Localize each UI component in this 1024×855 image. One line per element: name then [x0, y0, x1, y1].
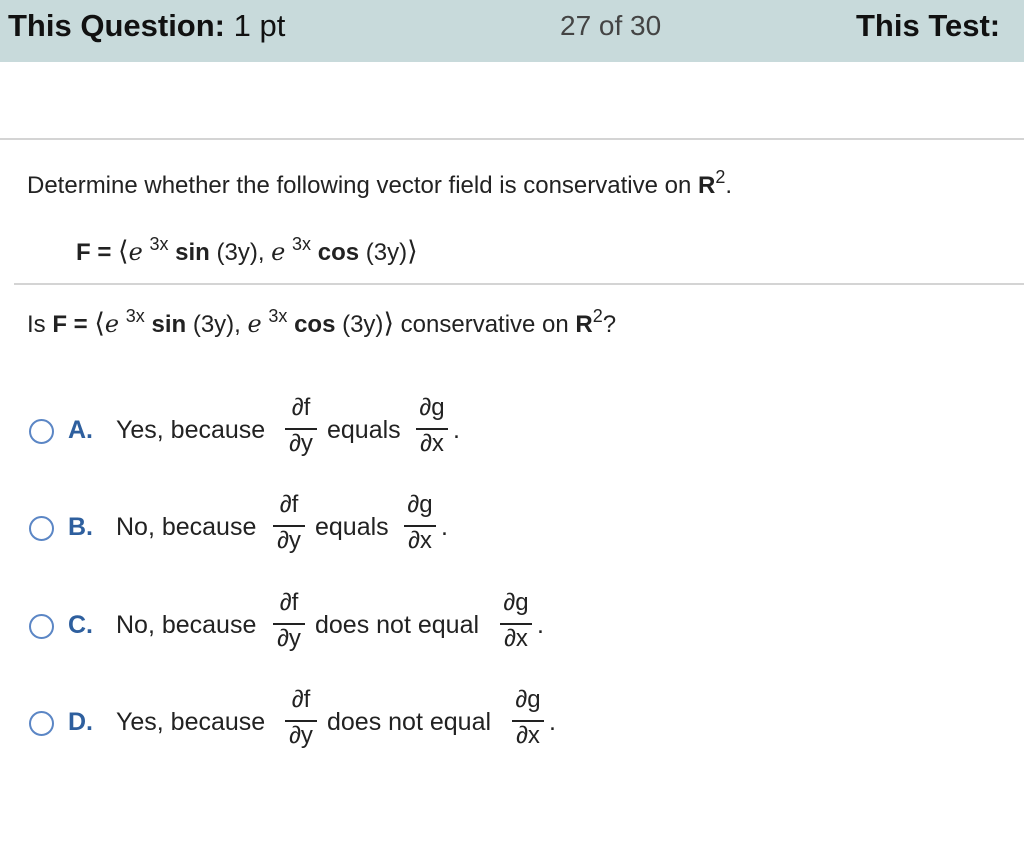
- fraction-denominator: ∂y: [289, 430, 313, 457]
- choice-a-letter: A.: [68, 416, 93, 444]
- fraction-numerator: ∂f: [279, 491, 299, 518]
- fraction-numerator: ∂g: [515, 686, 541, 713]
- fraction-numerator: ∂g: [503, 589, 529, 616]
- choice-b-relation: equals: [315, 513, 389, 541]
- choice-c[interactable]: [26, 587, 726, 667]
- choice-d-fraction-df-dy: [283, 686, 319, 756]
- field-exponent-2: 3x: [292, 234, 312, 254]
- question-function-1: sin: [151, 311, 187, 338]
- field-lhs: F =: [76, 239, 112, 266]
- question-space-exponent: 2: [592, 306, 603, 326]
- choice-c-letter: C.: [68, 611, 93, 639]
- choice-b-fraction-df-dy: [271, 491, 307, 561]
- prompt-text: Determine whether the following vector field is conservative on: [27, 172, 692, 199]
- fraction-numerator: ∂g: [407, 491, 433, 518]
- fraction-denominator: ∂y: [277, 527, 301, 554]
- fraction-denominator: ∂x: [408, 527, 432, 554]
- choice-c-period: .: [537, 611, 544, 639]
- choice-d-radio[interactable]: [29, 711, 54, 736]
- choice-b[interactable]: [26, 489, 726, 569]
- question-argument-1: (3y),: [192, 311, 241, 338]
- choice-d-fraction-dg-dx: [510, 686, 546, 756]
- divider-top: [0, 138, 1024, 140]
- space-exponent: 2: [715, 167, 726, 187]
- question-exp-base-1: e: [104, 310, 120, 338]
- choice-b-period: .: [441, 513, 448, 541]
- choice-b-radio[interactable]: [29, 516, 54, 541]
- fraction-numerator: ∂f: [291, 394, 311, 421]
- question-function-2: cos: [294, 311, 336, 338]
- question-tail: conservative on: [400, 311, 569, 338]
- choice-c-radio[interactable]: [29, 614, 54, 639]
- question-exp-base-2: e: [247, 310, 262, 338]
- choice-a-relation: equals: [327, 416, 401, 444]
- choice-c-reason: No, because: [116, 611, 257, 639]
- choice-b-reason: No, because: [116, 513, 257, 541]
- fraction-denominator: ∂x: [504, 625, 528, 652]
- field-exp-base-1: e: [128, 238, 143, 266]
- question-field-lhs: F =: [52, 311, 88, 338]
- question-close-bracket: ⟩: [383, 308, 394, 339]
- field-argument-2: (3y): [365, 239, 408, 266]
- choice-d[interactable]: [26, 684, 726, 764]
- field-exp-base-2: e: [271, 238, 286, 266]
- choice-a-radio[interactable]: [29, 419, 54, 444]
- choice-a-fraction-dg-dx: [414, 394, 450, 464]
- question-exponent-2: 3x: [268, 306, 288, 326]
- choice-d-reason: Yes, because: [116, 708, 266, 736]
- field-function-1: sin: [175, 239, 210, 266]
- choice-b-letter: B.: [68, 513, 93, 541]
- field-function-2: cos: [317, 239, 360, 266]
- choice-c-relation: does not equal: [315, 611, 480, 639]
- choice-b-fraction-dg-dx: [402, 491, 438, 561]
- fraction-denominator: ∂x: [516, 722, 540, 749]
- question-progress: 27 of 30: [560, 10, 662, 41]
- fraction-numerator: ∂g: [419, 394, 445, 421]
- question-argument-2: (3y): [342, 311, 384, 338]
- fraction-numerator: ∂f: [279, 589, 299, 616]
- choice-a[interactable]: [26, 392, 726, 472]
- field-exponent-1: 3x: [149, 234, 169, 254]
- field-close-bracket: ⟩: [407, 236, 418, 267]
- field-open-bracket: ⟨: [118, 236, 129, 267]
- question-space-symbol: R: [575, 311, 593, 338]
- question-exponent-1: 3x: [125, 306, 145, 326]
- fraction-denominator: ∂y: [289, 722, 313, 749]
- question-text: [27, 308, 616, 339]
- fraction-numerator: ∂f: [291, 686, 311, 713]
- choice-d-relation: does not equal: [327, 708, 492, 736]
- vector-field-definition: [76, 236, 418, 267]
- question-label: This Question:: [8, 8, 225, 43]
- choice-a-period: .: [453, 416, 460, 444]
- problem-prompt: [27, 167, 733, 200]
- choice-d-letter: D.: [68, 708, 93, 736]
- choice-c-fraction-df-dy: [271, 589, 307, 659]
- prompt-period: .: [725, 172, 733, 199]
- choice-d-period: .: [549, 708, 556, 736]
- question-header-bar: [0, 0, 1024, 62]
- space-symbol: R: [698, 172, 716, 199]
- choice-c-fraction-dg-dx: [498, 589, 534, 659]
- choice-a-fraction-df-dy: [283, 394, 319, 464]
- question-open-bracket: ⟨: [94, 308, 105, 339]
- question-end-mark: ?: [602, 311, 617, 338]
- question-lead: Is: [27, 311, 46, 338]
- fraction-denominator: ∂x: [420, 430, 444, 457]
- divider-middle: [14, 283, 1024, 285]
- question-points: [8, 8, 285, 44]
- test-label: This Test:: [856, 8, 1001, 43]
- choice-a-reason: Yes, because: [116, 416, 266, 444]
- question-points-value: 1 pt: [233, 8, 286, 43]
- field-argument-1: (3y),: [216, 239, 265, 266]
- fraction-denominator: ∂y: [277, 625, 301, 652]
